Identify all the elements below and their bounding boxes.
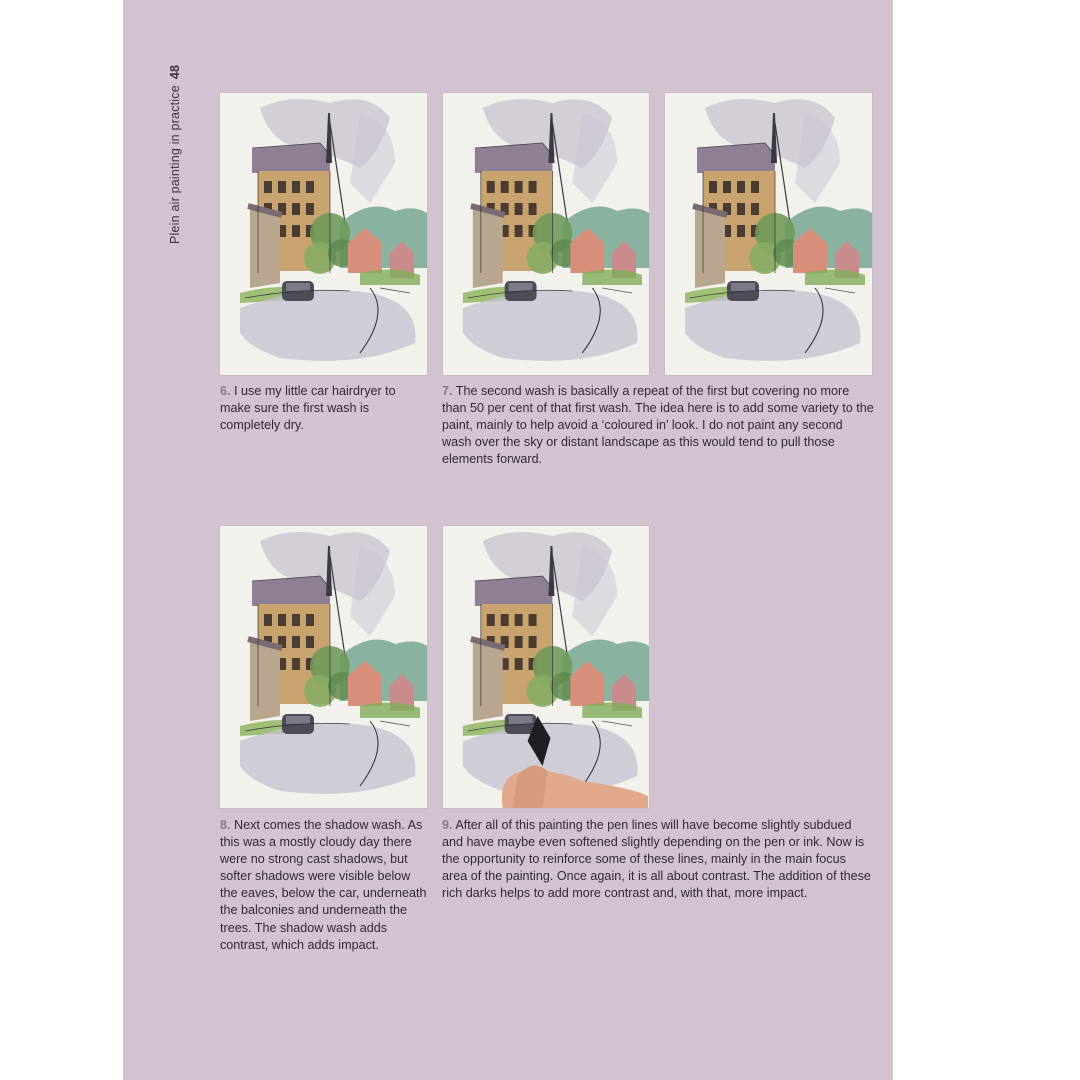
step-text: The second wash is basically a repeat of the first but covering no more than 50 per cent of that first wash. The idea here is to add some variety to the paint, mainly to help avoid a ‘coloured in’ look. I do not paint any second wash over the sky or distant landscape as this would tend to pull those elements forward.: [442, 384, 874, 467]
step-number: 9.: [442, 818, 453, 832]
caption-step-7: [442, 383, 874, 468]
running-head-title: Plein air painting in practice: [168, 85, 182, 244]
step-text: I use my little car hairdryer to make sure the first wash is completely dry.: [220, 384, 396, 433]
caption-step-8: [220, 817, 430, 954]
page-number: 48: [168, 64, 182, 80]
step-9-painting: [443, 526, 649, 808]
step-number: 7.: [442, 384, 453, 398]
step-8-painting: [220, 526, 427, 808]
step-number: 6.: [220, 384, 231, 398]
step-text: Next comes the shadow wash. As this was a mostly cloudy day there were no strong cast shadows, but softer shadows were visible below the eaves, below the car, underneath the balconies and underneath the trees. The shadow wash adds contrast, which adds impact.: [220, 818, 427, 952]
running-head: [168, 65, 182, 244]
step-7-painting-a: [443, 93, 649, 375]
step-number: 8.: [220, 818, 231, 832]
caption-step-6: [220, 383, 420, 434]
step-text: After all of this painting the pen lines will have become slightly subdued and have maybe even softened slightly depending on the pen or ink. Now is the opportunity to reinforce some of these lines, mainly in the main focus area of the painting. Once again, it is all about contrast. The addition of these rich darks helps to add more contrast and, with that, more impact.: [442, 818, 871, 901]
step-7-painting-b: [665, 93, 872, 375]
caption-step-9: [442, 817, 874, 902]
step-6-painting: [220, 93, 427, 375]
